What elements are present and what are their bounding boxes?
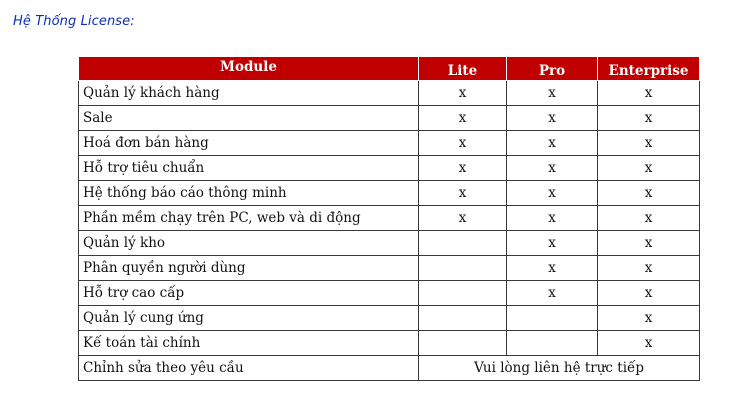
license-table — [78, 56, 700, 381]
pro-cell: x — [507, 81, 598, 106]
enterprise-cell: x — [598, 331, 700, 356]
table-row — [79, 81, 700, 106]
table-row — [79, 206, 700, 231]
lite-cell: x — [419, 81, 507, 106]
table-row-custom — [79, 356, 700, 381]
pro-cell — [507, 331, 598, 356]
enterprise-cell: x — [598, 131, 700, 156]
column-header-pro: Pro — [507, 57, 598, 81]
table-body — [79, 81, 700, 381]
enterprise-cell: x — [598, 206, 700, 231]
table-row — [79, 106, 700, 131]
table-row — [79, 281, 700, 306]
enterprise-cell: x — [598, 306, 700, 331]
pro-cell: x — [507, 131, 598, 156]
module-name-cell: Chỉnh sửa theo yêu cầu — [79, 356, 419, 381]
lite-cell — [419, 306, 507, 331]
lite-cell: x — [419, 131, 507, 156]
pro-cell: x — [507, 156, 598, 181]
module-name-cell: Phân quyền người dùng — [79, 256, 419, 281]
lite-cell — [419, 281, 507, 306]
lite-cell: x — [419, 181, 507, 206]
lite-cell: x — [419, 156, 507, 181]
lite-cell — [419, 256, 507, 281]
pro-cell: x — [507, 106, 598, 131]
pro-cell: x — [507, 231, 598, 256]
module-name-cell: Hệ thống báo cáo thông minh — [79, 181, 419, 206]
lite-cell — [419, 231, 507, 256]
module-name-cell: Hỗ trợ tiêu chuẩn — [79, 156, 419, 181]
pro-cell: x — [507, 206, 598, 231]
table-row — [79, 156, 700, 181]
pro-cell — [507, 306, 598, 331]
pro-cell: x — [507, 256, 598, 281]
table-row — [79, 181, 700, 206]
column-header-module: Module — [79, 57, 419, 81]
table-row — [79, 331, 700, 356]
contact-note-cell: Vui lòng liên hệ trực tiếp — [419, 356, 700, 381]
enterprise-cell: x — [598, 231, 700, 256]
module-name-cell: Hoá đơn bán hàng — [79, 131, 419, 156]
module-name-cell: Kế toán tài chính — [79, 331, 419, 356]
lite-cell — [419, 331, 507, 356]
enterprise-cell: x — [598, 156, 700, 181]
enterprise-cell: x — [598, 256, 700, 281]
table-row — [79, 131, 700, 156]
enterprise-cell: x — [598, 81, 700, 106]
table-row — [79, 306, 700, 331]
module-name-cell: Quản lý cung ứng — [79, 306, 419, 331]
enterprise-cell: x — [598, 106, 700, 131]
module-name-cell: Phần mềm chạy trên PC, web và di động — [79, 206, 419, 231]
section-heading: Hệ Thống License: — [13, 14, 135, 29]
table-header-row — [79, 57, 700, 81]
table-row — [79, 256, 700, 281]
pro-cell: x — [507, 181, 598, 206]
column-header-lite: Lite — [419, 57, 507, 81]
module-name-cell: Quản lý khách hàng — [79, 81, 419, 106]
pro-cell: x — [507, 281, 598, 306]
module-name-cell: Sale — [79, 106, 419, 131]
module-name-cell: Quản lý kho — [79, 231, 419, 256]
lite-cell: x — [419, 206, 507, 231]
lite-cell: x — [419, 106, 507, 131]
enterprise-cell: x — [598, 281, 700, 306]
table-row — [79, 231, 700, 256]
module-name-cell: Hỗ trợ cao cấp — [79, 281, 419, 306]
enterprise-cell: x — [598, 181, 700, 206]
column-header-enterprise: Enterprise — [598, 57, 700, 81]
